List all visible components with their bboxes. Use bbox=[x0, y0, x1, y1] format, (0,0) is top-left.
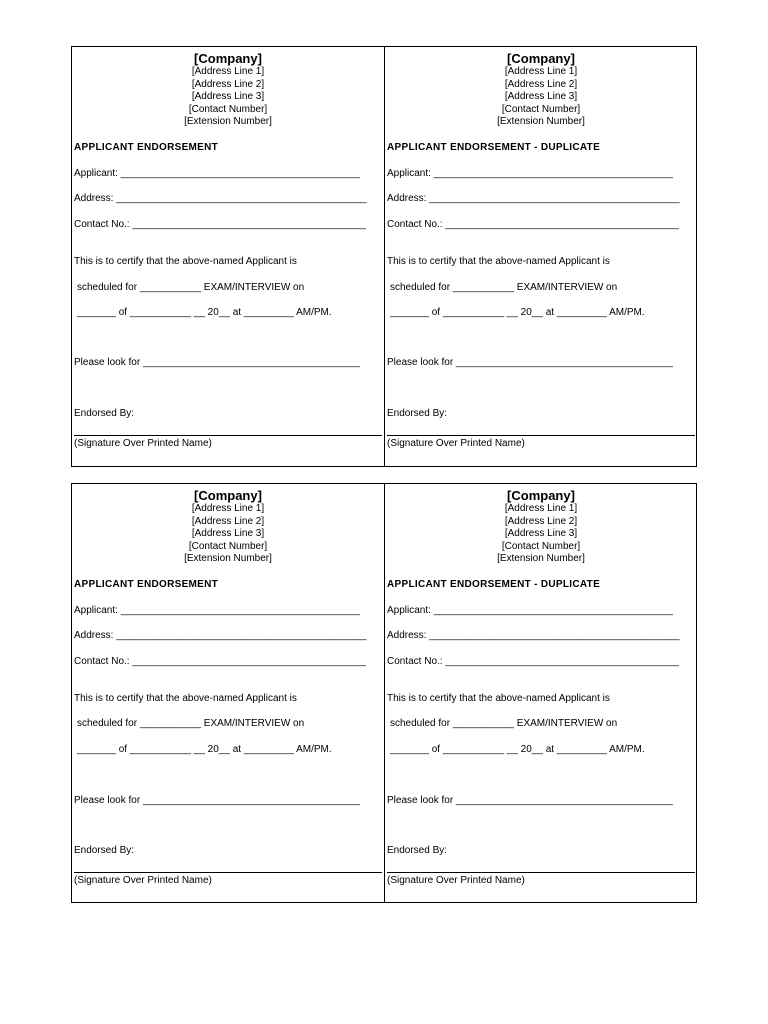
endorsed-by-label: Endorsed By: bbox=[387, 845, 448, 856]
extension-number: [Extension Number] bbox=[184, 116, 272, 127]
date-line: _______ of ___________ __ 20__ at _________ AM/PM. bbox=[77, 744, 332, 755]
signature-line bbox=[387, 872, 695, 873]
certify-text: This is to certify that the above-named Applicant is bbox=[387, 693, 610, 704]
endorsed-by-label: Endorsed By: bbox=[74, 845, 135, 856]
signature-caption: (Signature Over Printed Name) bbox=[74, 438, 212, 449]
date-line: _______ of ___________ __ 20__ at _________ AM/PM. bbox=[390, 307, 645, 318]
applicant-field: Applicant: ___________________________________________ bbox=[74, 605, 360, 616]
endorsed-by-label: Endorsed By: bbox=[74, 408, 135, 419]
contact-no-field: Contact No.: __________________________________________ bbox=[387, 656, 679, 667]
schedule-line: scheduled for ___________ EXAM/INTERVIEW on bbox=[77, 718, 305, 729]
address-line-2: [Address Line 2] bbox=[504, 515, 578, 527]
address-line-1: [Address Line 1] bbox=[504, 66, 578, 77]
certify-text: This is to certify that the above-named Applicant is bbox=[74, 256, 297, 267]
look-for-field: Please look for _______________________________________ bbox=[74, 357, 360, 368]
address-line-2: [Address Line 2] bbox=[191, 78, 265, 90]
address-line-3: [Address Line 3] bbox=[191, 528, 265, 539]
schedule-line: scheduled for ___________ EXAM/INTERVIEW on bbox=[390, 718, 618, 729]
look-for-field: Please look for _______________________________________ bbox=[387, 357, 673, 368]
endorsement-card-original bbox=[72, 47, 384, 466]
company-header bbox=[72, 488, 384, 566]
address-field: Address: _____________________________________________ bbox=[387, 630, 680, 641]
applicant-field: Applicant: ___________________________________________ bbox=[387, 168, 673, 179]
date-line: _______ of ___________ __ 20__ at _________ AM/PM. bbox=[77, 307, 332, 318]
company-name: [Company] bbox=[507, 51, 575, 66]
contact-no-field: Contact No.: __________________________________________ bbox=[74, 656, 366, 667]
company-name: [Company] bbox=[194, 51, 262, 66]
extension-number: [Extension Number] bbox=[184, 553, 272, 564]
address-line-3: [Address Line 3] bbox=[504, 528, 578, 539]
contact-number: [Contact Number] bbox=[501, 103, 581, 115]
contact-no-field: Contact No.: __________________________________________ bbox=[74, 219, 366, 230]
applicant-field: Applicant: ___________________________________________ bbox=[74, 168, 360, 179]
address-line-1: [Address Line 1] bbox=[191, 66, 265, 77]
extension-number: [Extension Number] bbox=[497, 553, 585, 564]
company-header bbox=[385, 488, 697, 566]
extension-number: [Extension Number] bbox=[497, 116, 585, 127]
company-header bbox=[385, 51, 697, 129]
contact-no-field: Contact No.: __________________________________________ bbox=[387, 219, 679, 230]
applicant-field: Applicant: ___________________________________________ bbox=[387, 605, 673, 616]
date-line: _______ of ___________ __ 20__ at _________ AM/PM. bbox=[390, 744, 645, 755]
signature-caption: (Signature Over Printed Name) bbox=[387, 438, 525, 449]
address-line-1: [Address Line 1] bbox=[504, 503, 578, 514]
form-title: APPLICANT ENDORSEMENT - DUPLICATE bbox=[387, 579, 601, 590]
address-line-3: [Address Line 3] bbox=[191, 91, 265, 102]
contact-number: [Contact Number] bbox=[501, 540, 581, 552]
look-for-field: Please look for _______________________________________ bbox=[74, 795, 360, 806]
company-header bbox=[72, 51, 384, 129]
form-title: APPLICANT ENDORSEMENT bbox=[74, 142, 219, 153]
address-line-2: [Address Line 2] bbox=[191, 515, 265, 527]
contact-number: [Contact Number] bbox=[188, 540, 268, 552]
schedule-line: scheduled for ___________ EXAM/INTERVIEW on bbox=[390, 282, 618, 293]
address-field: Address: _____________________________________________ bbox=[74, 193, 367, 204]
endorsement-card-duplicate bbox=[385, 47, 697, 466]
signature-caption: (Signature Over Printed Name) bbox=[74, 875, 212, 886]
form-title: APPLICANT ENDORSEMENT - DUPLICATE bbox=[387, 142, 601, 153]
company-name: [Company] bbox=[507, 488, 575, 503]
certify-text: This is to certify that the above-named Applicant is bbox=[387, 256, 610, 267]
form-title: APPLICANT ENDORSEMENT bbox=[74, 579, 219, 590]
signature-caption: (Signature Over Printed Name) bbox=[387, 875, 525, 886]
endorsement-card-duplicate bbox=[385, 484, 697, 902]
address-line-1: [Address Line 1] bbox=[191, 503, 265, 514]
address-line-2: [Address Line 2] bbox=[504, 78, 578, 90]
endorsed-by-label: Endorsed By: bbox=[387, 408, 448, 419]
certify-text: This is to certify that the above-named Applicant is bbox=[74, 693, 297, 704]
company-name: [Company] bbox=[194, 488, 262, 503]
address-line-3: [Address Line 3] bbox=[504, 91, 578, 102]
address-field: Address: _____________________________________________ bbox=[74, 630, 367, 641]
endorsement-card-original bbox=[72, 484, 384, 902]
address-field: Address: _____________________________________________ bbox=[387, 193, 680, 204]
look-for-field: Please look for _______________________________________ bbox=[387, 795, 673, 806]
schedule-line: scheduled for ___________ EXAM/INTERVIEW on bbox=[77, 282, 305, 293]
endorsement-sheet-top bbox=[71, 46, 697, 467]
endorsement-sheet-bottom bbox=[71, 483, 697, 903]
signature-line bbox=[74, 872, 382, 873]
contact-number: [Contact Number] bbox=[188, 103, 268, 115]
signature-line bbox=[74, 435, 382, 436]
signature-line bbox=[387, 435, 695, 436]
